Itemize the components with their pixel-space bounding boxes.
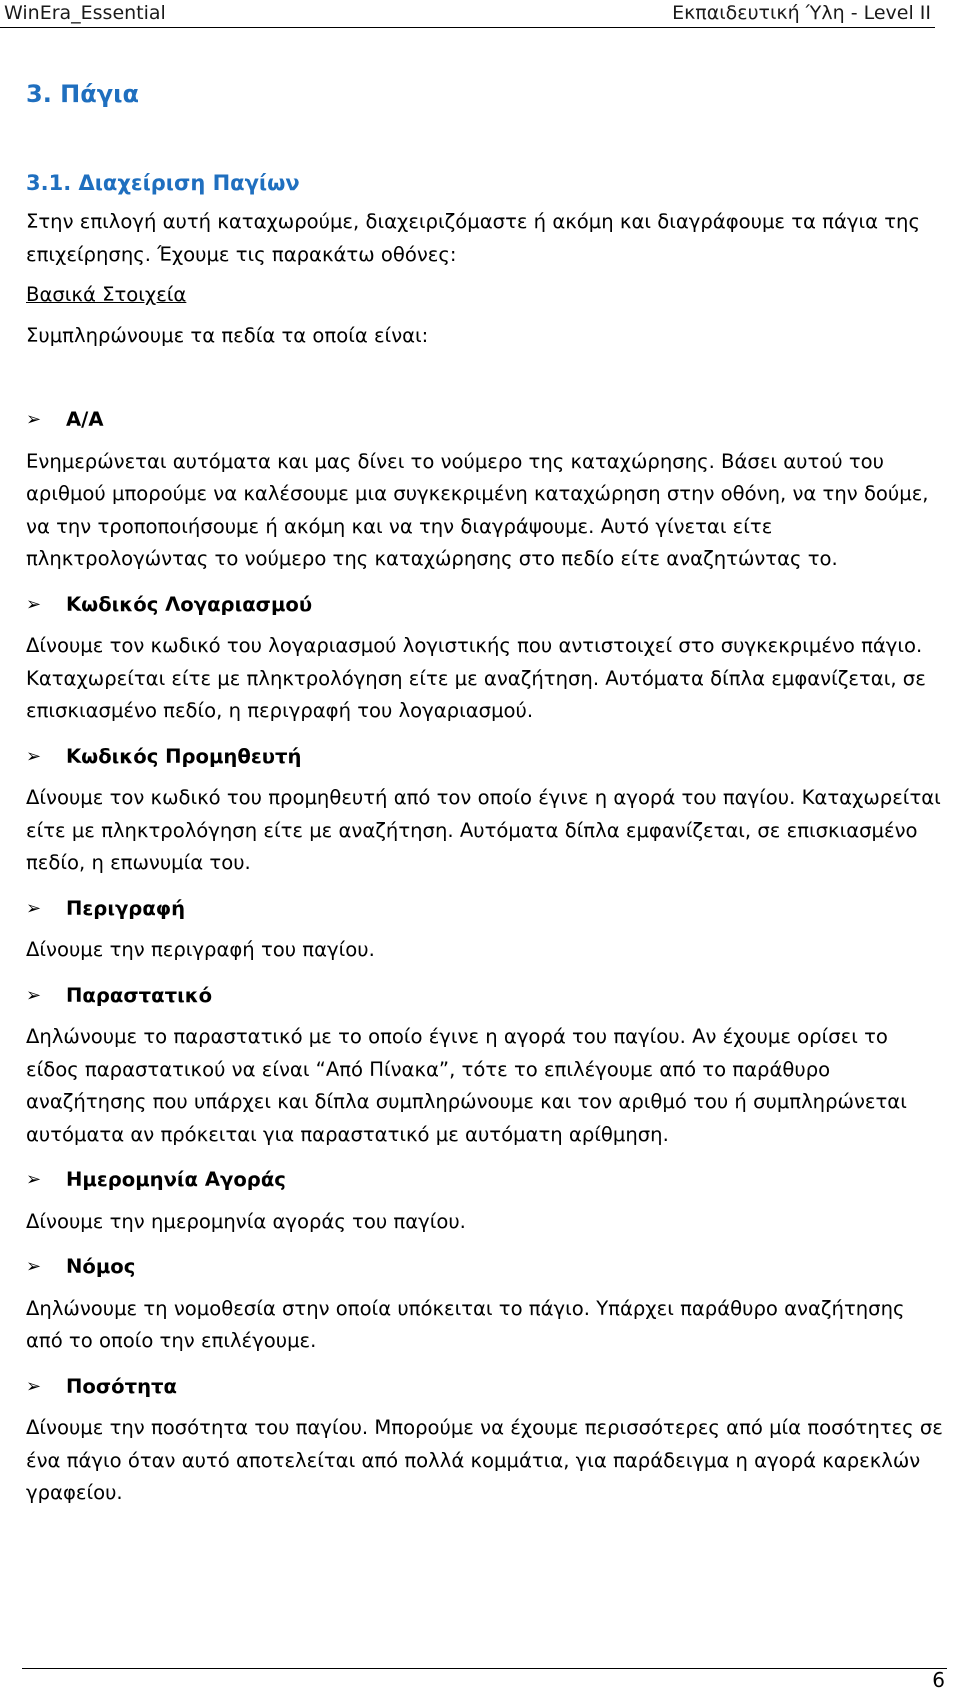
arrow-bullet-icon: ➢: [26, 593, 42, 615]
page-header: [0, 0, 935, 28]
field-description: Δίνουμε την περιγραφή του παγίου.: [26, 938, 375, 961]
section-title: 3.1. Διαχείριση Παγίων: [26, 171, 300, 195]
field-heading-law: [26, 1251, 946, 1284]
field-description: Δίνουμε τον κωδικό του λογαριασμού λογιστικής που αντιστοιχεί στο συγκεκριμένο πάγιο. Καταχωρείται είτε με πληκτρολόγηση είτε με αναζήτηση. Αυτόματα δίπλα εμφανίζεται, σε επισκιασμένο πεδίο, η περιγραφή του λογαριασμού.: [26, 634, 926, 722]
field-name: Νόμος: [66, 1255, 136, 1278]
field-description: Δηλώνουμε τη νομοθεσία στην οποία υπόκειται το πάγιο. Υπάρχει παράθυρο αναζήτησης από το οποίο την επιλέγουμε.: [26, 1296, 905, 1352]
field-description: Δίνουμε την ημερομηνία αγοράς του παγίου.: [26, 1209, 466, 1233]
field-heading-account-code: [26, 589, 946, 622]
field-name: Κωδικός Προμηθευτή: [66, 744, 302, 768]
field-name: Κωδικός Λογαριασμού: [66, 592, 313, 616]
field-description: Ενημερώνεται αυτόματα και μας δίνει το νούμερο της καταχώρησης. Βάσει αυτού του αριθμού μπορούμε να καλέσουμε μια συγκεκριμένη καταχώρηση στην οθόνη, να την δούμε, να την τροποποιήσουμε ή ακόμη και να την διαγράψουμε. Αυτό γίνεται είτε πληκτρολογώντας το νούμερο της καταχώρησης στο πεδίο είτε αναζητώντας το.: [26, 449, 929, 570]
arrow-bullet-icon: ➢: [26, 745, 42, 767]
page-content: [26, 76, 946, 1510]
field-heading-supplier-code: [26, 741, 946, 774]
arrow-bullet-icon: ➢: [26, 409, 42, 430]
field-name: Ποσότητα: [66, 1374, 177, 1398]
field-description: Δίνουμε την ποσότητα του παγίου. Μπορούμε να έχουμε περισσότερες από μία ποσότητες σε ένα πάγιο όταν αυτό αποτελείται από πολλά κομμάτια, για παράδειγμα η αγορά καρεκλών γραφείου.: [26, 1416, 943, 1504]
header-document-title: Εκπαιδευτική Ύλη - Level II: [672, 2, 931, 24]
arrow-bullet-icon: ➢: [26, 1169, 42, 1190]
arrow-bullet-icon: ➢: [26, 984, 42, 1006]
page-number: 6: [932, 1668, 945, 1692]
field-heading-document: [26, 980, 946, 1013]
field-name: Α/Α: [66, 408, 104, 431]
field-description: Δίνουμε τον κωδικό του προμηθευτή από τον οποίο έγινε η αγορά του παγίου. Καταχωρείται είτε με πληκτρολόγηση είτε με αναζήτηση. Αυτόματα δίπλα εμφανίζεται, σε επισκιασμένο πεδίο, η επωνυμία του.: [26, 786, 941, 874]
section-intro: Στην επιλογή αυτή καταχωρούμε, διαχειριζόμαστε ή ακόμη και διαγράφουμε τα πάγια της επιχείρησης. Έχουμε τις παρακάτω οθόνες:: [26, 210, 920, 266]
field-heading-quantity: [26, 1371, 946, 1404]
field-name: Ημερομηνία Αγοράς: [66, 1168, 286, 1191]
page-footer: [22, 1668, 947, 1692]
fields-lead: Συμπληρώνουμε τα πεδία τα οποία είναι:: [26, 323, 429, 347]
arrow-bullet-icon: ➢: [26, 1375, 42, 1397]
field-name: Παραστατικό: [66, 983, 213, 1007]
header-product-name: WinEra_Essential: [4, 2, 166, 24]
arrow-bullet-icon: ➢: [26, 1256, 42, 1277]
chapter-title: 3. Πάγια: [26, 80, 139, 108]
field-heading-purchase-date: [26, 1164, 946, 1197]
field-heading-description: [26, 893, 946, 926]
field-description: Δηλώνουμε το παραστατικό με το οποίο έγινε η αγορά του παγίου. Αν έχουμε ορίσει το είδος παραστατικού να είναι “Από Πίνακα”, τότε το επιλέγουμε από το παράθυρο αναζήτησης που υπάρχει και δίπλα συμπληρώνουμε και τον αριθμό του ή συμπληρώνεται αυτόματα αν πρόκειται για παραστατικό με αυτόματη αρίθμηση.: [26, 1025, 907, 1146]
field-heading-aa: [26, 404, 946, 437]
arrow-bullet-icon: ➢: [26, 897, 42, 919]
subheading-basic-data: Βασικά Στοιχεία: [26, 283, 187, 306]
field-name: Περιγραφή: [66, 896, 186, 920]
